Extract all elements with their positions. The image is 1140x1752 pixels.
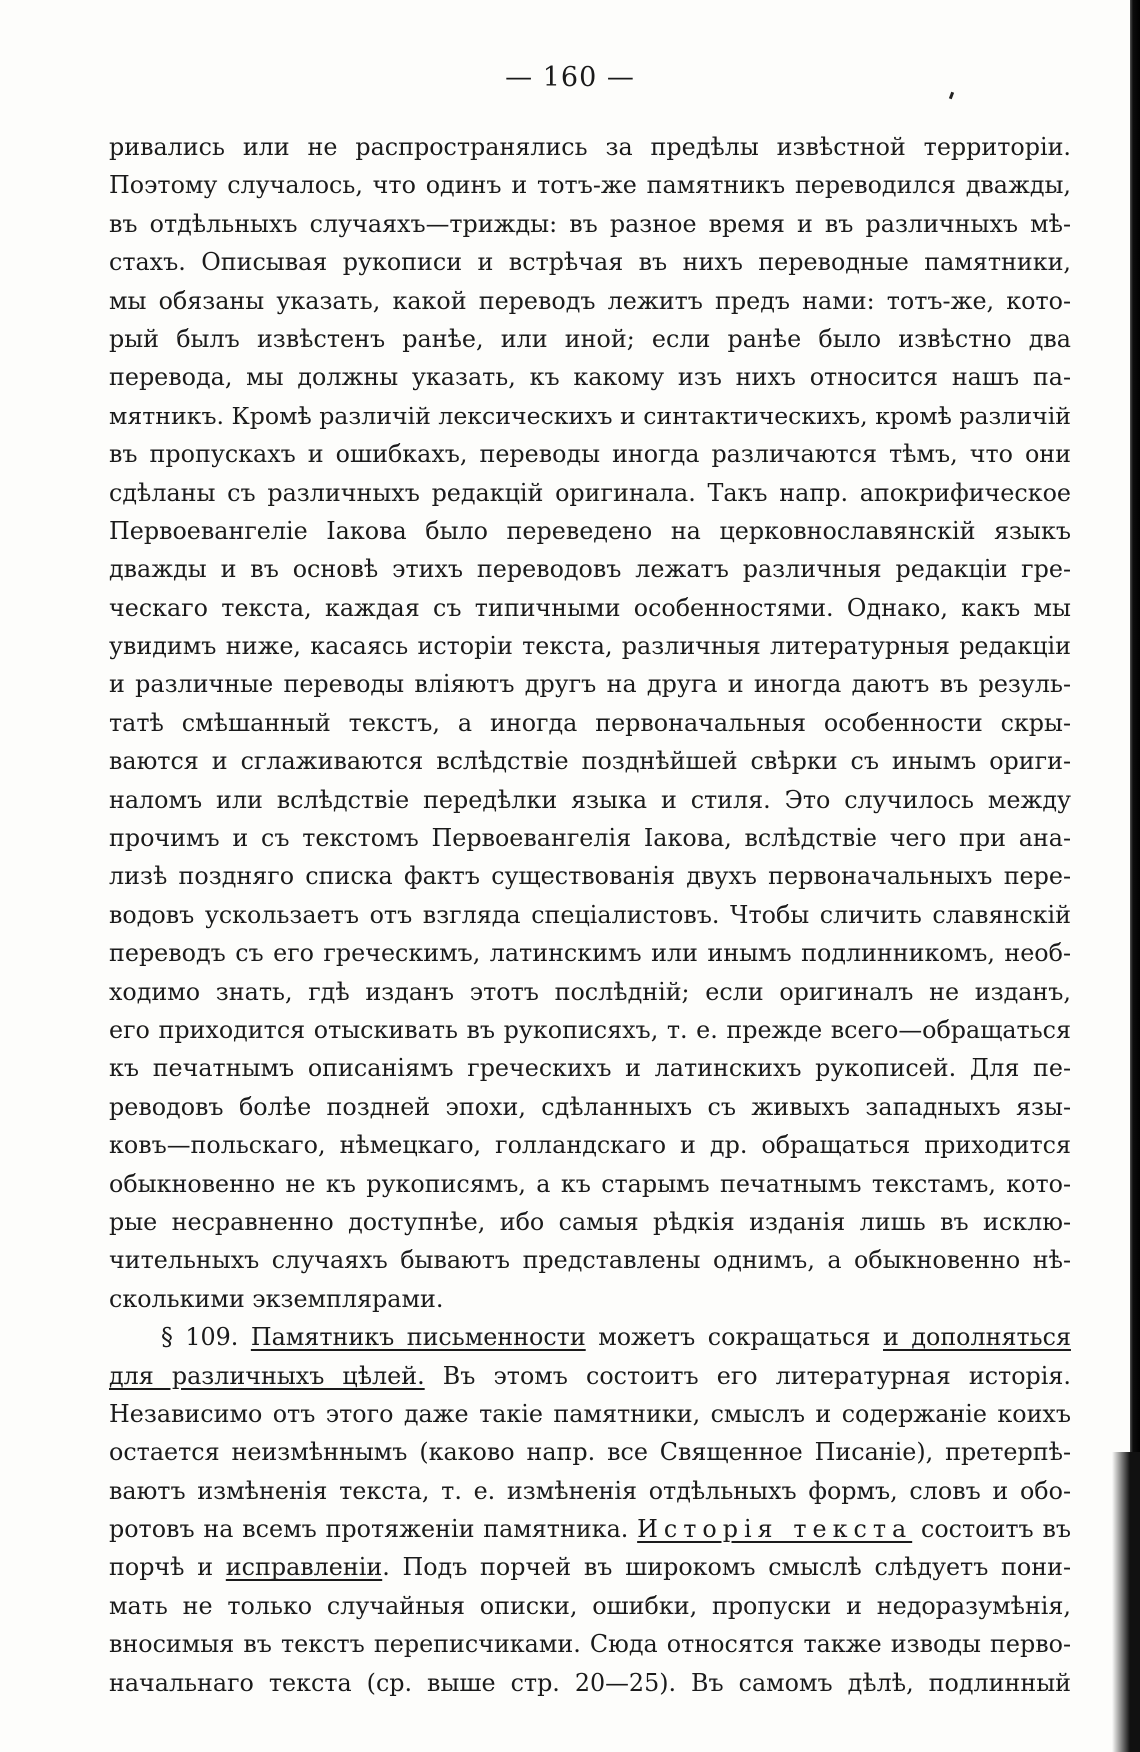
text-line: Поэтому случалось, что одинъ и тотъ-же памятникъ переводился дважды, xyxy=(109,171,1071,200)
text-fragment: порчѣ и xyxy=(109,1553,214,1582)
text-line: стахъ. Описывая рукописи и встрѣчая въ нихъ переводные памятники, xyxy=(109,248,1071,277)
underlined-phrase: исправленіи xyxy=(225,1553,383,1582)
section-109-line-1 xyxy=(109,1318,1071,1356)
section-109-line-5: ваютъ измѣненія текста, т. е. измѣненія отдѣльныхъ формъ, словъ и обо- xyxy=(109,1476,1071,1505)
text-fragment: ротовъ на всемъ протяженіи памятника. xyxy=(109,1515,629,1544)
text-line: лизѣ поздняго списка фактъ существованія двухъ первоначальныхъ пере- xyxy=(109,862,1071,891)
underlined-phrase: для различныхъ цѣлей. xyxy=(109,1361,425,1390)
text-line: ческаго текста, каждая съ типичными особенностями. Однако, какъ мы xyxy=(109,593,1071,622)
text-line: чительныхъ случаяхъ бываютъ представлены однимъ, а обыкновенно нѣ- xyxy=(109,1246,1071,1275)
text-line: въ пропускахъ и ошибкахъ, переводы иногда различаются тѣмъ, что они xyxy=(109,440,1071,469)
text-line: обыкновенно не къ рукописямъ, а къ старымъ печатнымъ текстамъ, кото- xyxy=(109,1169,1071,1198)
text-line: къ печатнымъ описаніямъ греческихъ и латинскихъ рукописей. Для пе- xyxy=(109,1054,1071,1083)
text-line: прочимъ и съ текстомъ Первоевангелія Іакова, вслѣдствіе чего при ана- xyxy=(109,824,1071,853)
text-fragment: . Подъ порчей въ широкомъ смыслѣ слѣдуетъ пони- xyxy=(382,1553,1071,1582)
text-line: водовъ ускользаетъ отъ взгляда спеціалистовъ. Чтобы сличить славянскій xyxy=(109,900,1071,929)
text-fragment: Въ этомъ состоитъ его литературная исторія. xyxy=(442,1361,1071,1390)
text-fragment: можетъ сокращаться xyxy=(598,1323,871,1352)
text-line: ковъ—польскаго, нѣмецкаго, голландскаго и др. обращаться приходится xyxy=(109,1131,1071,1160)
section-109-line-7 xyxy=(109,1548,1071,1586)
text-line: наломъ или вслѣдствіе передѣлки языка и стиля. Это случилось между xyxy=(109,785,1071,814)
text-line: переводъ съ его греческимъ, латинскимъ или инымъ подлинникомъ, необ- xyxy=(109,939,1071,968)
section-109-line-3: Независимо отъ этого даже такіе памятники, смыслъ и содержаніе коихъ xyxy=(109,1399,1071,1428)
section-109-line-2 xyxy=(109,1357,1071,1395)
text-line: ходимо знать, гдѣ изданъ этотъ послѣдній; если оригиналъ не изданъ, xyxy=(109,977,1071,1006)
underlined-phrase: Памятникъ письменности xyxy=(250,1323,586,1352)
text-line: въ отдѣльныхъ случаяхъ—трижды: въ разное время и въ различныхъ мѣ- xyxy=(109,209,1071,238)
text-line: сдѣланы съ различныхъ редакцій оригинала. Такъ напр. апокрифическое xyxy=(109,478,1071,507)
text-line: перевода, мы должны указать, къ какому изъ нихъ относится нашъ па- xyxy=(109,363,1071,392)
page-body xyxy=(109,128,1071,1702)
text-line: его приходится отыскивать въ рукописяхъ, т. е. прежде всего—обращаться xyxy=(109,1015,1071,1044)
text-line: ривались или не распространялись за предѣлы извѣстной территоріи. xyxy=(109,133,1071,161)
text-line: мы обязаны указать, какой переводъ лежитъ предъ нами: тотъ-же, кото- xyxy=(109,286,1071,315)
text-line: мятникъ. Кромѣ различій лексическихъ и синтактическихъ, кромѣ различій xyxy=(109,401,1071,430)
scan-shadow xyxy=(1112,1452,1140,1752)
underlined-phrase: и дополняться xyxy=(883,1323,1071,1352)
section-number: § 109. xyxy=(161,1323,239,1352)
page-number: — 160 — xyxy=(505,62,635,93)
section-109-line-6 xyxy=(109,1510,1071,1548)
text-line: Первоевангеліе Іакова было переведено на церковнославянскій языкъ xyxy=(109,516,1071,545)
section-109-line-4: остается неизмѣннымъ (каково напр. все Священное Писаніе), претерпѣ- xyxy=(109,1438,1071,1467)
text-line: и различные переводы вліяютъ другъ на друга и иногда даютъ въ резуль- xyxy=(109,670,1071,699)
text-line: рый былъ извѣстенъ ранѣе, или иной; если ранѣе было извѣстно два xyxy=(109,324,1071,353)
text-line: рые несравненно доступнѣе, ибо самыя рѣдкія изданія лишь въ исклю- xyxy=(109,1207,1071,1236)
text-line: сколькими экземплярами. xyxy=(109,1284,444,1313)
section-109-line-9: вносимыя въ текстъ переписчиками. Сюда относятся также изводы перво- xyxy=(109,1630,1071,1659)
spaced-underlined-term: Исторія текста xyxy=(637,1515,913,1544)
text-line: увидимъ ниже, касаясь исторіи текста, различныя литературныя редакціи xyxy=(109,632,1071,661)
text-line: реводовъ болѣе поздней эпохи, сдѣланныхъ съ живыхъ западныхъ язы- xyxy=(109,1092,1071,1121)
text-line: дважды и въ основѣ этихъ переводовъ лежатъ различныя редакціи гре- xyxy=(109,555,1071,584)
paragraph-108-end xyxy=(109,128,1071,1318)
text-line: татѣ смѣшанный текстъ, а иногда первоначальныя особенности скры- xyxy=(109,708,1071,737)
section-109-line-10: начальнаго текста (ср. выше стр. 20—25). Въ самомъ дѣлѣ, подлинный xyxy=(109,1668,1071,1697)
text-line: ваются и сглаживаются вслѣдствіе позднѣйшей свѣрки съ инымъ ориги- xyxy=(109,747,1071,776)
section-109-line-8: мать не только случайныя описки, ошибки, пропуски и недоразумѣнія, xyxy=(109,1591,1071,1620)
text-fragment: состоитъ въ xyxy=(921,1515,1071,1544)
